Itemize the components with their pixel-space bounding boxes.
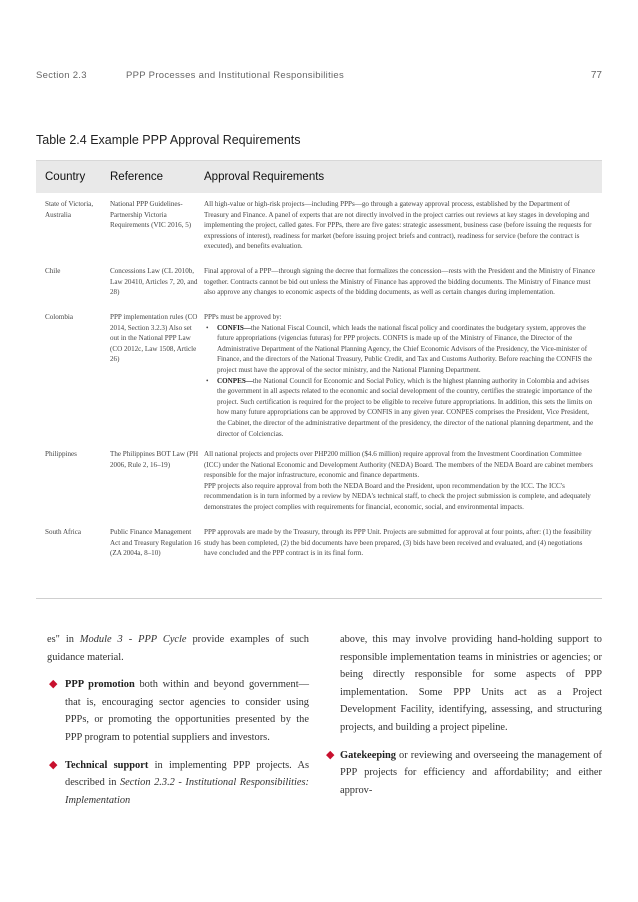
text: both within and beyond government—that is, encouraging sector agencies to consider using PPPs, or promoting the opportunities presented by the PPP program to potential suppliers and investors. — [65, 679, 309, 743]
cell-reference: The Philippines BOT Law (PH 2006, Rule 2, 16–19) — [110, 450, 199, 469]
bullet-icon: ◆ — [326, 748, 335, 761]
cell-country: Colombia — [45, 313, 73, 321]
list-item — [204, 376, 596, 440]
page-header — [36, 70, 602, 84]
list-item — [204, 323, 596, 376]
term-text: the National Council for Economic and Social Policy, which is the highest planning authority in Colombia and advises the government in all aspects related to the economic and social development of the country, certifies the strategic importance of the project. Such certification is required for the project to be eligible to receive future appropriations. In addition, this sets the limits on how many future appropriations can be approved by CONFIS in any given year. CONPES comprises the President, Vice President, the Cabinet, the director of the administrative department of the presidency, the director of the national planning department, and the director of Colciencias. — [217, 376, 594, 438]
cell-reference: PPP implementation rules (CO 2014, Section 3.2.3) Also set out in the National PPP Law (CO 2012c, Law 1508, Article 26) — [110, 313, 198, 364]
paragraph: above, this may involve providing hand-holding support to responsible implementation teams in ministries or agencies; or being directly responsible for some aspects of PPP implementation. Some PPP Units act as a Project Development Facility, identifying, assessing, and structuring projects, and building a project pipeline. — [340, 634, 602, 733]
cell-reference: Concessions Law (CL 2010b, Law 20410, Articles 7, 20, and 28) — [110, 267, 198, 297]
table-bottom-rule — [36, 598, 602, 599]
body-right-column — [326, 631, 602, 799]
cell-reference: National PPP Guidelines-Partnership Victoria Requirements (VIC 2016, 5) — [110, 200, 192, 230]
term: Gatekeeping — [340, 749, 396, 761]
table-row — [36, 266, 602, 298]
paragraph — [47, 631, 309, 666]
list-item — [47, 676, 309, 746]
cell-requirements: All high-value or high-risk projects—including PPPs—go through a gateway approval process, established by the Department of Treasury and Finance. A panel of experts that are not directly involved in the project carries out reviews at key stages in developing and implementing the project, called gates. For PPPs, there are five gates: strategic assessment, business case (before issuing the requests for expressions of interest), readiness for market (before issuing project briefs and contract), readiness for service (before the contract is executed), and benefits evaluation. — [204, 200, 592, 251]
approval-table — [36, 160, 602, 558]
term: CONPES— — [217, 376, 253, 385]
page-number: 77 — [590, 70, 602, 81]
cell-requirements — [204, 312, 596, 439]
table-row — [36, 449, 602, 513]
cell-reference: Public Finance Management Act and Treasury Regulation 16 (ZA 2004a, 8–10) — [110, 528, 201, 558]
cell-country: South Africa — [45, 528, 82, 536]
intro-text: PPPs must be approved by: — [204, 313, 282, 321]
list-item — [324, 747, 602, 800]
col-reference: Reference — [110, 171, 164, 183]
bullet-icon: • — [206, 323, 209, 332]
table-row — [36, 199, 602, 252]
cell-country: State of Victoria, Australia — [45, 200, 94, 219]
bullet-icon: • — [206, 376, 209, 385]
paragraph: All national projects and projects over PHP200 million ($4.6 million) require approval from the Investment Coordination Committee (ICC) under the National Economic and Development Authority (NEDA) Board. The members of the NEDA Board are cabinet members responsible for the major infrastructure, economic and finance departments. — [204, 450, 593, 480]
col-approval: Approval Requirements — [204, 171, 325, 183]
section-reference: Section 2.3.2 - Institutional Responsibilities: Implementation — [65, 777, 309, 806]
module-reference: Module 3 - PPP Cycle — [79, 634, 187, 645]
table-header — [36, 160, 602, 193]
cell-requirements: Final approval of a PPP—through signing the decree that formalizes the concession—rests with the President and the Ministry of Finance together. Contracts cannot be bid out unless the Ministry of Finance has approved the bidding documents. The Ministry of Finance must also approve any changes to economic aspects of the bidding documents, as well as certain changes during implementation. — [204, 267, 596, 297]
text: es" in — [47, 634, 80, 645]
term: CONFIS— — [217, 323, 251, 332]
cell-country: Chile — [45, 267, 61, 275]
bullet-icon: ◆ — [49, 758, 58, 771]
table-title: Table 2.4 Example PPP Approval Requirements — [36, 133, 301, 147]
body-left-column — [47, 631, 309, 809]
term-text: the National Fiscal Council, which leads the national fiscal policy and coordinates the budgetary system, approves the future appropriations (vigencias futuras) for PPP projects. CONFIS is made up of the Ministry of Finance, the Director of the Administrative Department of the National Planning Agency, the Chief Economic Advisors of the Presidency, the Vice-minister of Finance, and the directors of the National Treasury, Public Credit, and Tax and Customs Authority. Before reaching the CONFIS the project must have the approval of the sector ministry, and the National Planning Department. — [217, 323, 592, 374]
text: in implementing PPP projects. As described in — [65, 759, 310, 789]
running-title: PPP Processes and Institutional Responsibilities — [126, 70, 345, 81]
term: PPP promotion — [65, 679, 135, 691]
term: Technical support — [65, 759, 149, 771]
bullet-icon: ◆ — [49, 678, 58, 691]
table-row — [36, 527, 602, 559]
cell-requirements: PPP approvals are made by the Treasury, through its PPP Unit. Projects are submitted for approval at four points, after: (1) the feasibility study has been completed, (2) the bid documents have been prepared, (3) bids have been received and evaluated, and (4) negotiations have concluded and the PPP contract is in its final form. — [204, 528, 592, 558]
cell-requirements — [204, 449, 596, 513]
list-item — [47, 757, 309, 810]
paragraph: PPP projects also require approval from both the NEDA Board and the President, upon recommendation by the ICC. The ICC's recommendation is in turn informed by a review by NEDA's technical staff, to check the project submission is complete, and adequately demonstrates the project complies with requirements for financial, economic, social, and environmental impacts. — [204, 481, 591, 511]
col-country: Country — [45, 171, 86, 183]
table-row — [36, 312, 602, 439]
cell-country: Philippines — [45, 450, 77, 458]
text: or reviewing and overseeing the management of PPP projects for efficiency and affordability; and either approv- — [340, 749, 602, 796]
text: provide examples of such guidance material. — [47, 634, 309, 663]
section-label: Section 2.3 — [36, 70, 87, 81]
